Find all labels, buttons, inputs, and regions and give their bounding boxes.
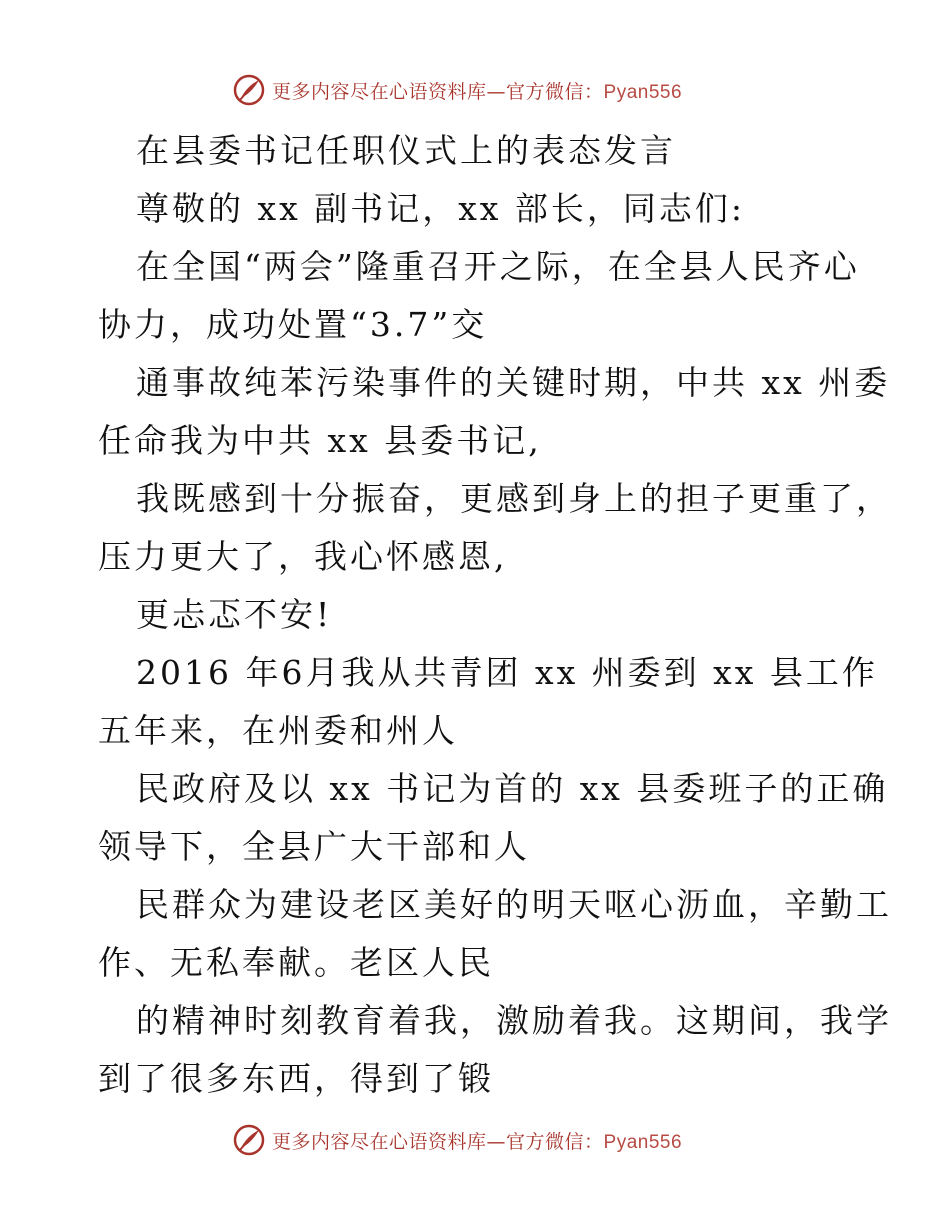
- text-line: 到了很多东西，得到了锻: [98, 1059, 494, 1098]
- text-line: 尊敬的 xx 副书记，xx 部长，同志们:: [136, 189, 746, 228]
- text-line: 在县委书记任职仪式上的表态发言: [136, 131, 676, 170]
- text-line: 的精神时刻教育着我，激励着我。这期间，我学: [136, 1001, 892, 1040]
- text-line: 民群众为建设老区美好的明天呕心沥血，辛勤工: [136, 885, 892, 924]
- document-body: [98, 122, 892, 1108]
- feather-logo-icon: [232, 1123, 266, 1157]
- feather-logo-icon: [232, 73, 266, 107]
- text-line: 我既感到十分振奋，更感到身上的担子更重了，: [136, 479, 892, 518]
- text-line: 民政府及以 xx 书记为首的 xx 县委班子的正确: [136, 769, 889, 808]
- text-line: 2016 年6月我从共青团 xx 州委到 xx 县工作: [136, 653, 878, 692]
- header-watermark: [232, 72, 682, 108]
- text-line: 通事故纯苯污染事件的关键时期，中共 xx 州委: [136, 363, 891, 402]
- text-line: 作、无私奉献。老区人民: [98, 943, 494, 982]
- text-line: 在全国“两会”隆重召开之际，在全县人民齐心: [136, 247, 860, 286]
- text-line: 领导下，全县广大干部和人: [98, 827, 530, 866]
- watermark-text: 更多内容尽在心语资料库—官方微信：Pyan556: [272, 1130, 683, 1153]
- text-line: 协力，成功处置“3.7”交: [98, 305, 488, 344]
- watermark-text: 更多内容尽在心语资料库—官方微信：Pyan556: [272, 80, 683, 103]
- text-line: 压力更大了，我心怀感恩,: [98, 537, 508, 576]
- text-line: 更忐忑不安!: [136, 595, 333, 634]
- text-line: 五年来，在州委和州人: [98, 711, 458, 750]
- text-line: 任命我为中共 xx 县委书记,: [98, 421, 542, 460]
- footer-watermark: [232, 1122, 682, 1158]
